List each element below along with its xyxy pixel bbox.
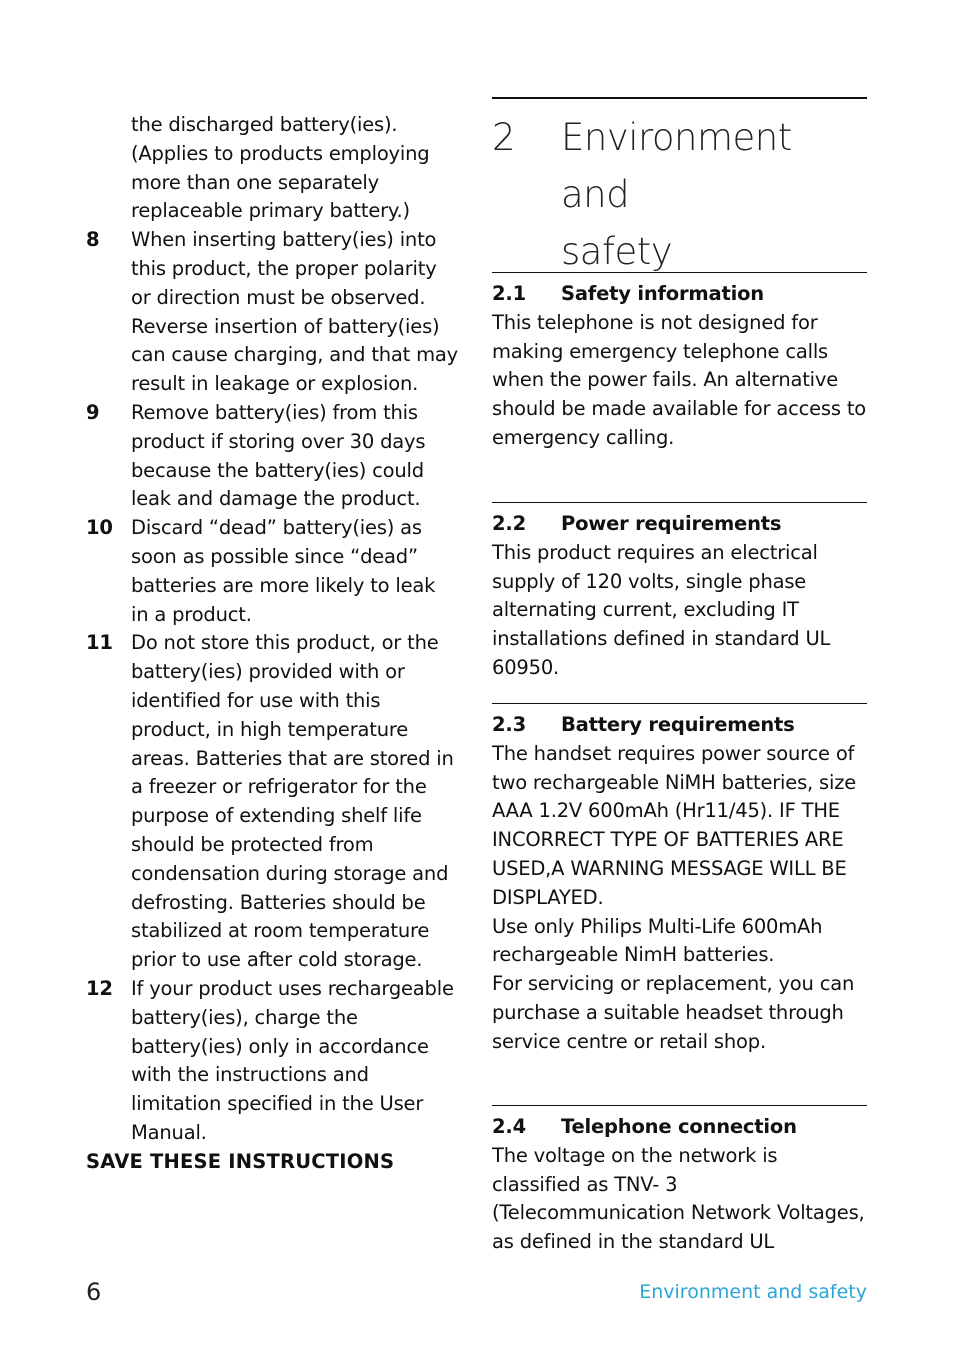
- item-text: If your product uses rechargeable battery(ies), charge the battery(ies) only in accordance with the instructions and limitation specified in the User Manual.: [131, 976, 454, 1144]
- item-number: 10: [86, 516, 113, 540]
- section-number: 2.2: [492, 512, 526, 535]
- section-paragraph: Use only Philips Multi-Life 600mAh rechargeable NimH batteries.: [492, 914, 823, 967]
- list-item: [86, 975, 458, 1148]
- item-number: 9: [86, 400, 100, 424]
- chapter-title-line2: safety: [561, 230, 673, 273]
- chapter-title: [561, 109, 867, 280]
- list-item: [86, 629, 458, 975]
- save-instructions-heading: SAVE THESE INSTRUCTIONS: [86, 1149, 395, 1173]
- section-battery-requirements: [492, 703, 867, 1105]
- section-paragraph: This telephone is not designed for making emergency telephone calls when the power fails. An alternative should be made available for access to emergency calling.: [492, 310, 867, 449]
- chapter-number: 2: [492, 116, 516, 159]
- right-column: [492, 97, 867, 1257]
- section-title: Telephone connection: [561, 1115, 797, 1138]
- section-paragraph: The voltage on the network is classified as TNV- 3 (Telecommunication Network Voltages, as defined in the standard UL: [492, 1143, 865, 1254]
- item-text: When inserting battery(ies) into this product, the proper polarity or direction must be observed. Reverse insertion of battery(ies) can cause charging, and that may result in leakage or explosion.: [131, 228, 459, 396]
- item-text: Do not store this product, or the battery(ies) provided with or identified for use with this product, in high temperature areas. Batteries that are stored in a freezer or refrigerator for the purpose of extending shelf life should be protected from condensation during storage and defrosting. Batteries should be stabilized at room temperature prior to use after cold storage.: [131, 631, 454, 972]
- item-number: 12: [86, 976, 113, 1000]
- section-title: Battery requirements: [561, 713, 795, 736]
- running-footer-title: Environment and safety: [639, 1281, 867, 1303]
- continued-paragraph: the discharged battery(ies). (Applies to products employing more than one separately replaceable primary battery.): [131, 113, 430, 223]
- list-item: [86, 399, 458, 514]
- chapter-heading: [492, 97, 867, 272]
- section-number: 2.3: [492, 713, 526, 736]
- item-number: 8: [86, 228, 100, 252]
- section-number: 2.4: [492, 1115, 526, 1138]
- list-item: [86, 226, 458, 399]
- section-number: 2.1: [492, 282, 526, 305]
- left-column: [86, 111, 458, 1176]
- chapter-title-line1: Environment and: [561, 116, 792, 216]
- list-item: [86, 514, 458, 629]
- section-paragraph: For servicing or replacement, you can purchase a suitable headset through service centre or retail shop.: [492, 972, 855, 1053]
- item-number: 11: [86, 631, 113, 655]
- item-text: Discard “dead” battery(ies) as soon as possible since “dead” batteries are more likely to leak in a product.: [131, 516, 436, 626]
- section-title: Safety information: [561, 282, 764, 305]
- item-text: Remove battery(ies) from this product if storing over 30 days because the battery(ies) could leak and damage the product.: [131, 400, 426, 511]
- section-paragraph: The handset requires power source of two rechargeable NiMH batteries, size AAA 1.2V 600mAh (Hr11/45). IF THE INCORRECT TYPE OF BATTERIES ARE USED,A WARNING MESSAGE WILL BE DISPLAYED.: [492, 741, 857, 909]
- section-telephone-connection: [492, 1105, 867, 1257]
- page-number: 6: [86, 1278, 102, 1306]
- section-title: Power requirements: [561, 512, 782, 535]
- section-power-requirements: [492, 502, 867, 703]
- section-safety-information: [492, 272, 867, 502]
- section-paragraph: This product requires an electrical supply of 120 volts, single phase alternating current, excluding IT installations defined in standard UL 60950.: [492, 540, 831, 679]
